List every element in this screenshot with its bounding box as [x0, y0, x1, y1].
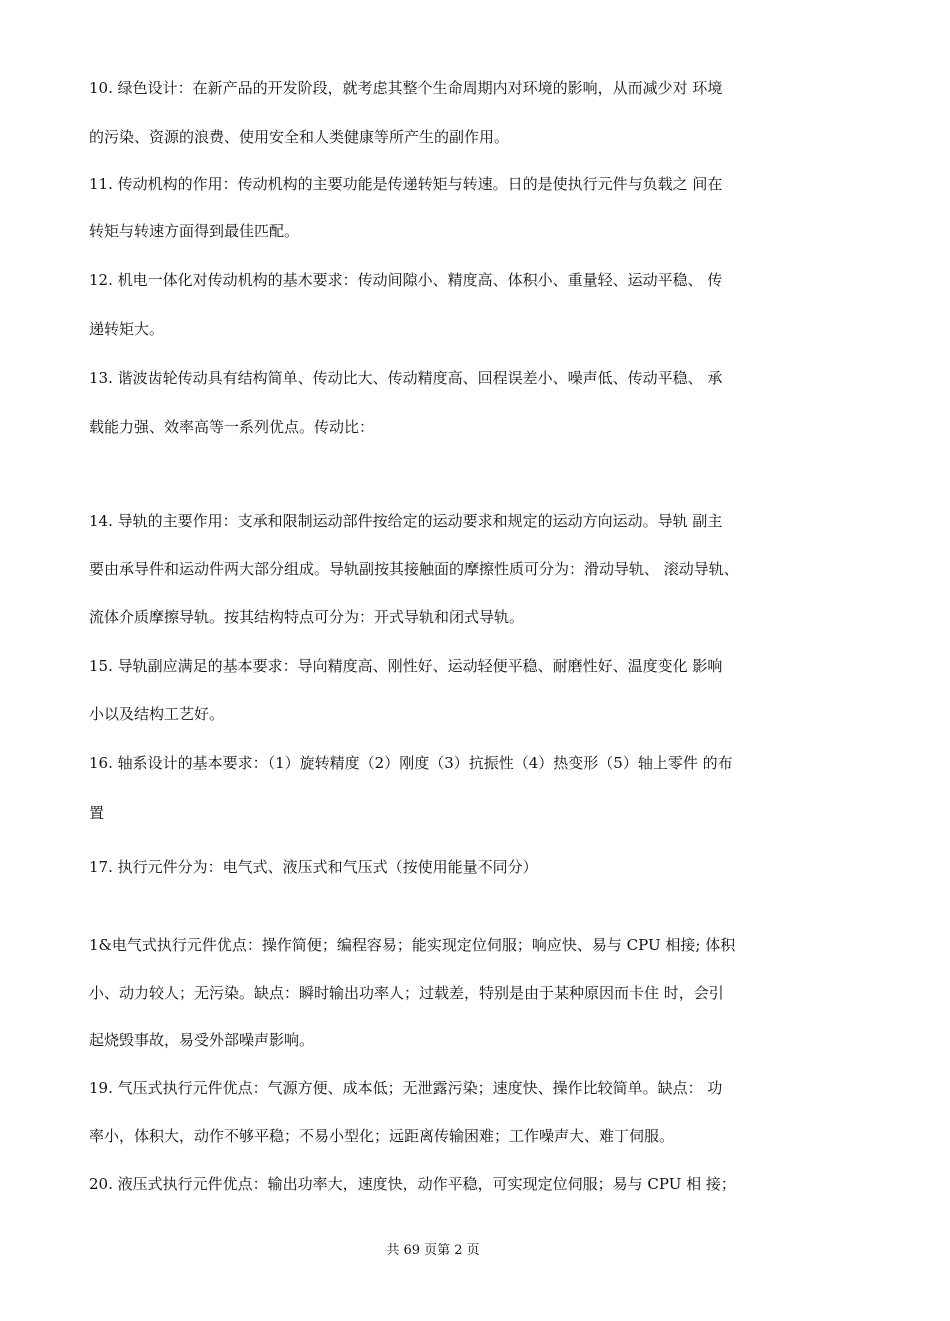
text-line: 1&电气式执行元件优点：操作简便；编程容易；能实现定位伺服；响应快、易与 CPU 相接; 体积 — [89, 936, 736, 954]
text-line: 递转矩大。 — [89, 320, 165, 338]
text-line: 11. 传动机构的作用：传动机构的主要功能是传递转矩与转速。日的是使执行元件与负载之 间在 — [89, 175, 723, 193]
text-line: 载能力强、效率高等一系列优点。传动比： — [89, 418, 375, 436]
text-line: 16. 轴系设计的基本要求：（1）旋转精度（2）刚度（3）抗振性（4）热变形（5）轴上零件 的布 — [89, 754, 733, 772]
text-line: 10. 绿色设计：在新产品的开发阶段，就考虑其整个生命周期内对环境的影响，从而减少对 环境 — [89, 79, 723, 97]
text-line: 的污染、资源的浪费、使用安全和人类健康等所产生的副作用。 — [89, 128, 510, 146]
text-line: 小、动力较人；无污染。缺点：瞬时输出功率人；过载差，特别是由于某种原因而卡住 时，会引 — [89, 984, 724, 1002]
text-line: 13. 谐波齿轮传动具有结构简单、传动比大、传动精度高、回程误差小、噪声低、传动平稳、 承 — [89, 369, 723, 387]
text-line: 置 — [89, 804, 105, 822]
text-line: 20. 液压式执行元件优点：输出功率大，速度快，动作平稳，可实现定位伺服；易与 CPU 相 接； — [89, 1175, 736, 1193]
text-line: 小以及结构工艺好。 — [89, 705, 225, 723]
text-line: 14. 导轨的主要作用：支承和限制运动部件按给定的运动要求和规定的运动方向运动。导轨 副主 — [89, 512, 723, 530]
text-line: 19. 气压式执行元件优点：气源方便、成本低；无泄露污染；速度快、操作比较简单。缺点： 功 — [89, 1079, 723, 1097]
text-line: 流体介质摩擦导轨。按其结构特点可分为：开式导轨和闭式导轨。 — [89, 608, 525, 626]
page-footer: 共 69 页第 2 页 — [386, 1243, 480, 1258]
text-line: 15. 导轨副应满足的基本要求：导向精度高、刚性好、运动轻便平稳、耐磨性好、温度变化 影响 — [89, 657, 723, 675]
text-line: 转矩与转速方面得到最佳匹配。 — [89, 222, 300, 240]
text-line: 率小，体积大，动作不够平稳；不易小型化；远距离传输困难；工作噪声大、难丁伺服。 — [89, 1127, 675, 1145]
text-line: 要由承导件和运动件两大部分组成。导轨副按其接触面的摩擦性质可分为：滑动导轨、 滚动导轨、 — [89, 560, 739, 578]
text-line: 17. 执行元件分为：电气式、液压式和气压式（按使用能量不同分） — [89, 858, 538, 876]
text-line: 12. 机电一体化对传动机构的基木要求：传动间隙小、精度高、体积小、重量轻、运动平稳、 传 — [89, 271, 723, 289]
text-line: 起烧毁事故，易受外部噪声影响。 — [89, 1031, 315, 1049]
